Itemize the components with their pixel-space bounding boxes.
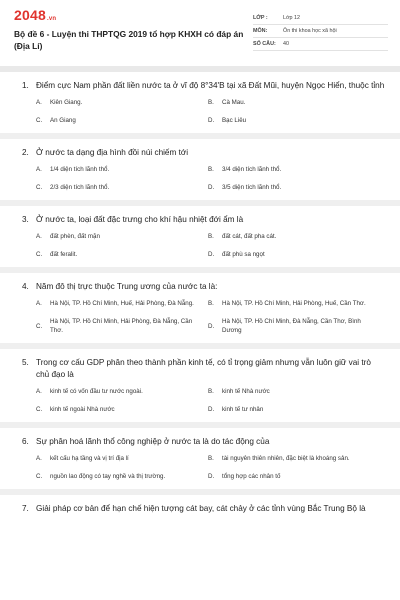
option-text: kinh tế có vốn đầu tư nước ngoài. [50, 388, 143, 395]
option-text: tài nguyên thiên nhiên, đặc biệt là khoáng sản. [222, 455, 350, 462]
option-text: kinh tế Nhà nước [222, 388, 270, 395]
option-text: 1/4 diện tích lãnh thổ. [50, 166, 110, 173]
option-letter: D. [208, 473, 215, 480]
answer-option[interactable] [36, 317, 208, 335]
option-text: Hà Nội, TP. Hồ Chí Minh, Hải Phòng, Đà Nẵng, Cần Thơ. [50, 318, 193, 334]
answer-option[interactable] [208, 165, 380, 174]
answer-option[interactable] [208, 250, 380, 259]
answer-options [36, 454, 386, 481]
question-text: Sự phân hoá lãnh thổ công nghiệp ở nước ta là do tác động của [36, 437, 270, 446]
question-number: 5. [22, 358, 29, 367]
question-text: Ở nước ta dạng địa hình đồi núi chiếm tới [36, 148, 189, 157]
option-text: đất phù sa ngọt [222, 251, 265, 258]
answer-option[interactable] [208, 232, 380, 241]
option-text: đất phèn, đất mặn [50, 233, 100, 240]
option-letter: B. [208, 388, 214, 395]
option-text: đất feralit. [50, 251, 78, 258]
document-meta [253, 12, 388, 51]
question-number: 4. [22, 282, 29, 291]
answer-option[interactable] [36, 387, 208, 396]
option-text: tổng hợp các nhân tố [222, 473, 281, 480]
question-item [0, 428, 400, 495]
option-letter: B. [208, 99, 214, 106]
question-item [0, 349, 400, 428]
answer-options [36, 387, 386, 414]
question-text: Giải pháp cơ bản để hạn chế hiện tượng cát bay, cát chảy ở các tỉnh vùng Bắc Trung Bộ là [36, 504, 366, 513]
question-text: Điểm cực Nam phần đất liền nước ta ở vĩ độ 8°34'B tại xã Đất Mũi, huyện Ngọc Hiển, thuộc tỉnh [36, 81, 385, 90]
answer-option[interactable] [36, 116, 208, 125]
option-text: Hà Nội, TP. Hồ Chí Minh, Huế, Hải Phòng, Đà Nẵng. [50, 300, 194, 307]
meta-value: Ôn thi khoa học xã hội [283, 28, 337, 34]
option-text: Kiên Giang. [50, 99, 83, 106]
meta-row-subject [253, 25, 388, 38]
option-text: 3/4 diện tích lãnh thổ. [222, 166, 282, 173]
site-logo[interactable] [14, 7, 56, 23]
option-letter: C. [36, 117, 43, 124]
question-number: 6. [22, 437, 29, 446]
logo-suffix: .vn [46, 16, 57, 22]
option-text: đất cát, đất pha cát. [222, 233, 277, 240]
answer-option[interactable] [208, 387, 380, 396]
question-number: 7. [22, 504, 29, 513]
option-letter: B. [208, 300, 214, 307]
answer-option[interactable] [208, 116, 380, 125]
answer-option[interactable] [36, 454, 208, 463]
option-text: 2/3 diện tích lãnh thổ. [50, 184, 110, 191]
answer-options [36, 232, 386, 259]
meta-key: SỐ CÂU: [253, 41, 276, 47]
option-letter: D. [208, 184, 215, 191]
question-text: Ở nước ta, loại đất đặc trưng cho khí hậu nhiệt đới ẩm là [36, 215, 244, 224]
meta-value: 40 [283, 41, 289, 47]
answer-option[interactable] [36, 98, 208, 107]
question-number: 3. [22, 215, 29, 224]
answer-option[interactable] [208, 183, 380, 192]
answer-option[interactable] [208, 299, 380, 308]
option-letter: D. [208, 117, 215, 124]
answer-options [36, 98, 386, 125]
question-item [0, 273, 400, 349]
meta-row-count [253, 38, 388, 51]
document-header [0, 0, 400, 66]
answer-option[interactable] [36, 165, 208, 174]
question-number: 2. [22, 148, 29, 157]
answer-option[interactable] [36, 183, 208, 192]
question-text: Trong cơ cấu GDP phân theo thành phần kinh tế, có tỉ trọng giảm nhưng vẫn luôn giữ vai trò chủ đạo là [36, 358, 371, 379]
answer-option[interactable] [36, 299, 208, 308]
option-letter: A. [36, 166, 42, 173]
document-title: Bộ đề 6 - Luyện thi THPTQG 2019 tổ hợp KHXH có đáp án (Địa Lí) [14, 29, 244, 51]
question-item [0, 206, 400, 273]
option-text: Bạc Liêu [222, 117, 247, 124]
question-text: Năm đô thị trực thuộc Trung ương của nước ta là: [36, 282, 218, 291]
answer-options [36, 299, 386, 335]
meta-value: Lớp 12 [283, 15, 301, 21]
option-letter: A. [36, 99, 42, 106]
option-letter: B. [208, 166, 214, 173]
answer-option[interactable] [208, 454, 380, 463]
meta-key: MÔN: [253, 28, 268, 34]
option-letter: B. [208, 233, 214, 240]
option-text: Cà Mau. [222, 99, 246, 106]
answer-option[interactable] [208, 317, 380, 335]
option-text: nguồn lao động có tay nghề và thị trường. [50, 473, 166, 480]
answer-option[interactable] [208, 98, 380, 107]
option-text: kết cấu hạ tầng và vị trí địa lí [50, 455, 129, 462]
option-text: An Giang [50, 117, 76, 124]
option-letter: D. [208, 322, 215, 330]
option-letter: C. [36, 184, 43, 191]
option-text: kinh tế tư nhân [222, 406, 264, 413]
option-letter: C. [36, 406, 43, 413]
option-letter: A. [36, 388, 42, 395]
meta-row-class [253, 12, 388, 25]
answer-option[interactable] [208, 472, 380, 481]
option-letter: A. [36, 300, 42, 307]
question-item [0, 495, 400, 523]
option-text: 3/5 diện tích lãnh thổ. [222, 184, 282, 191]
option-letter: A. [36, 233, 42, 240]
option-text: Hà Nội, TP. Hồ Chí Minh, Hải Phòng, Huế, Cần Thơ. [222, 300, 366, 307]
option-letter: C. [36, 251, 43, 258]
question-number: 1. [22, 81, 29, 90]
answer-option[interactable] [208, 405, 380, 414]
answer-option[interactable] [36, 232, 208, 241]
option-text: kinh tế ngoài Nhà nước [50, 406, 115, 413]
answer-option[interactable] [36, 472, 208, 481]
option-letter: D. [208, 406, 215, 413]
option-letter: B. [208, 455, 214, 462]
option-letter: A. [36, 455, 42, 462]
question-item [0, 139, 400, 206]
option-letter: C. [36, 473, 43, 480]
logo-text: 2048 [14, 7, 46, 23]
answer-option[interactable] [36, 250, 208, 259]
answer-option[interactable] [36, 405, 208, 414]
question-item [0, 72, 400, 139]
answer-options [36, 165, 386, 192]
option-letter: C. [36, 322, 43, 330]
option-text: Hà Nội, TP. Hồ Chí Minh, Đà Nẵng, Cần Thơ, Bình Dương [222, 318, 361, 334]
option-letter: D. [208, 251, 215, 258]
meta-key: LỚP : [253, 15, 268, 21]
